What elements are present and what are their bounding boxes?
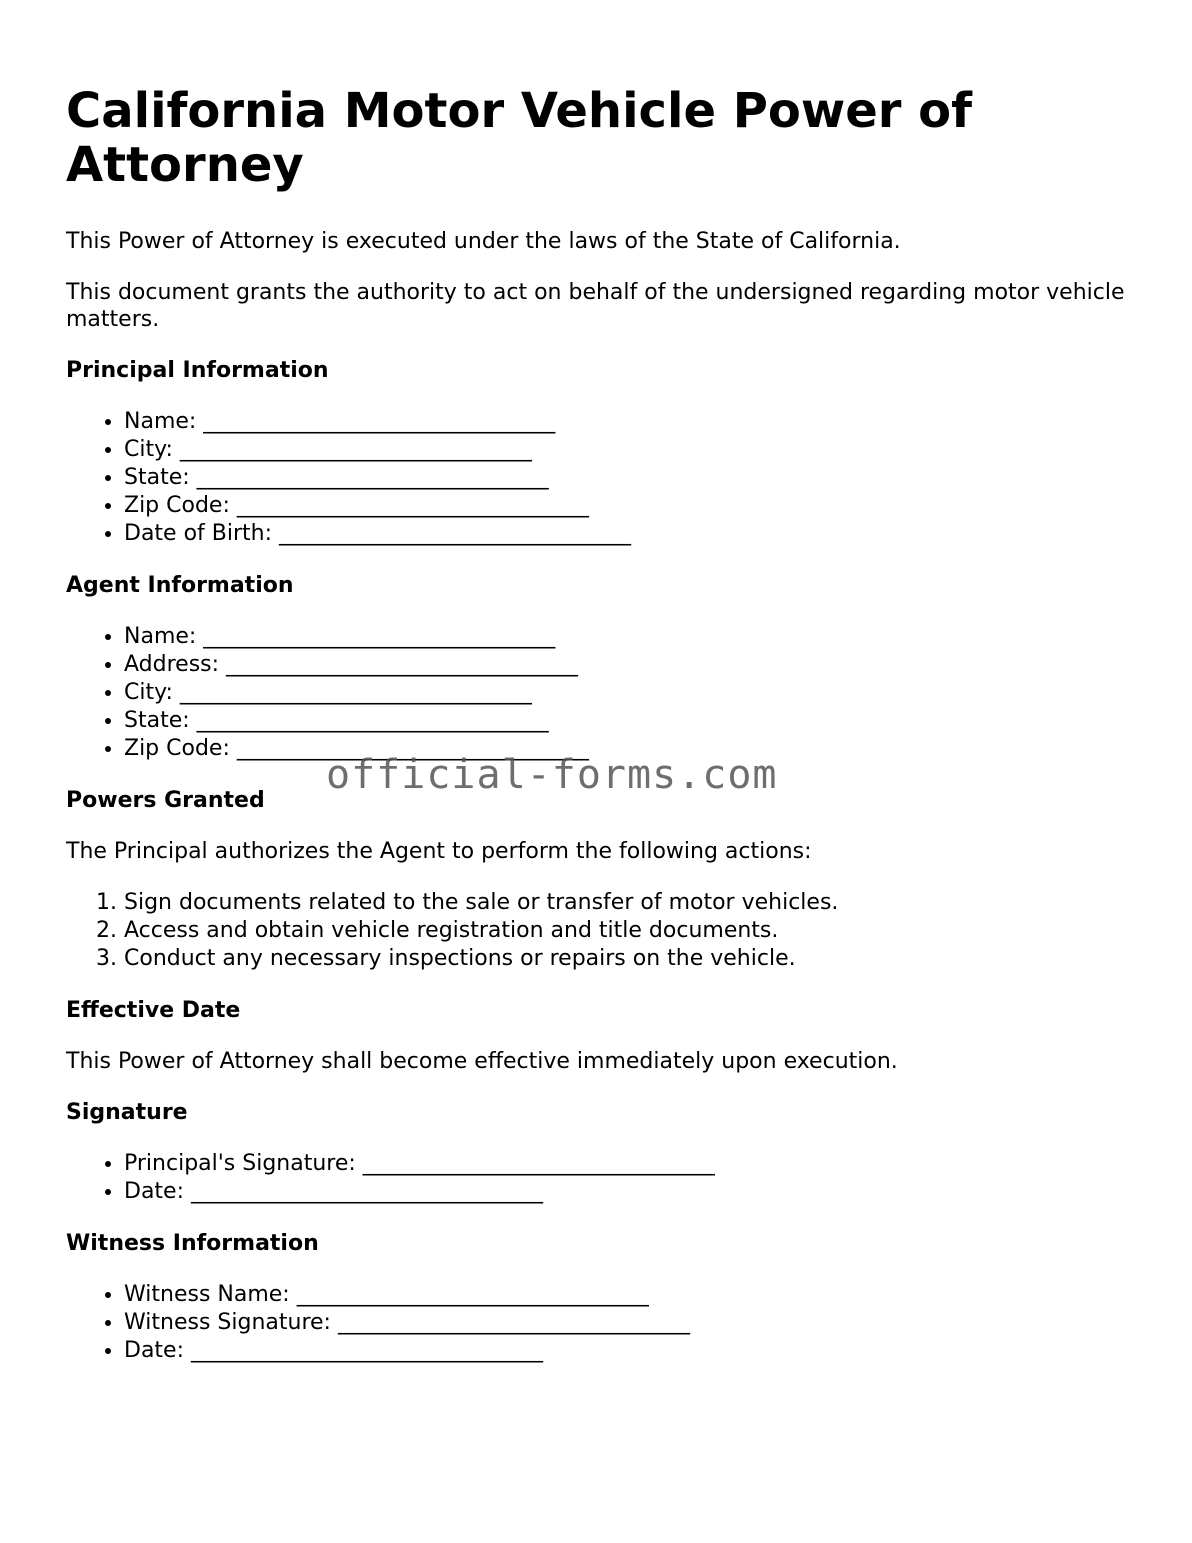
witness-date-field: • Date: ________________________________ (124, 1337, 1136, 1365)
agent-state-field: • State: ________________________________ (124, 707, 1136, 735)
effective-text: This Power of Attorney shall become effective immediately upon execution. (66, 1049, 898, 1074)
powers-intro: The Principal authorizes the Agent to perform the following actions: (66, 839, 812, 864)
witness-signature-field: • Witness Signature: ________________________________ (124, 1309, 1136, 1337)
signature-date-field: • Date: ________________________________ (124, 1178, 1136, 1206)
agent-city-field: • City: ________________________________ (124, 679, 1136, 707)
witness-fields (66, 1281, 1136, 1365)
effective-heading: Effective Date (66, 998, 241, 1023)
document (66, 84, 1136, 1389)
powers-list (66, 889, 1136, 973)
signature-heading: Signature (66, 1100, 188, 1125)
watermark: official-forms.com (326, 752, 778, 798)
signature-fields (66, 1150, 1136, 1206)
agent-address-field: • Address: ________________________________ (124, 651, 1136, 679)
intro-paragraph-2: This document grants the authority to act on behalf of the undersigned regarding motor vehicle matters. (66, 280, 1125, 332)
powers-heading: Powers Granted (66, 788, 265, 813)
intro-paragraph-1: This Power of Attorney is executed under the laws of the State of California. (66, 229, 901, 254)
power-item-2: 2. Access and obtain vehicle registration and title documents. (124, 917, 1136, 945)
power-item-3: 3. Conduct any necessary inspections or repairs on the vehicle. (124, 945, 1136, 973)
principal-city-field: • City: ________________________________ (124, 436, 1136, 464)
principal-fields (66, 408, 1136, 548)
witness-heading: Witness Information (66, 1231, 319, 1256)
principal-name-field: • Name: ________________________________ (124, 408, 1136, 436)
witness-name-field: • Witness Name: ________________________________ (124, 1281, 1136, 1309)
agent-zip-field: • Zip Code: ________________________________ (124, 735, 1136, 763)
agent-heading: Agent Information (66, 573, 294, 598)
agent-fields (66, 623, 1136, 763)
principal-dob-field: • Date of Birth: ________________________________ (124, 520, 1136, 548)
power-item-1: 1. Sign documents related to the sale or transfer of motor vehicles. (124, 889, 1136, 917)
principal-signature-field: • Principal's Signature: ________________________________ (124, 1150, 1136, 1178)
page-title: California Motor Vehicle Power of Attorney (66, 83, 972, 193)
principal-zip-field: • Zip Code: ________________________________ (124, 492, 1136, 520)
agent-name-field: • Name: ________________________________ (124, 623, 1136, 651)
principal-heading: Principal Information (66, 358, 329, 383)
principal-state-field: • State: ________________________________ (124, 464, 1136, 492)
